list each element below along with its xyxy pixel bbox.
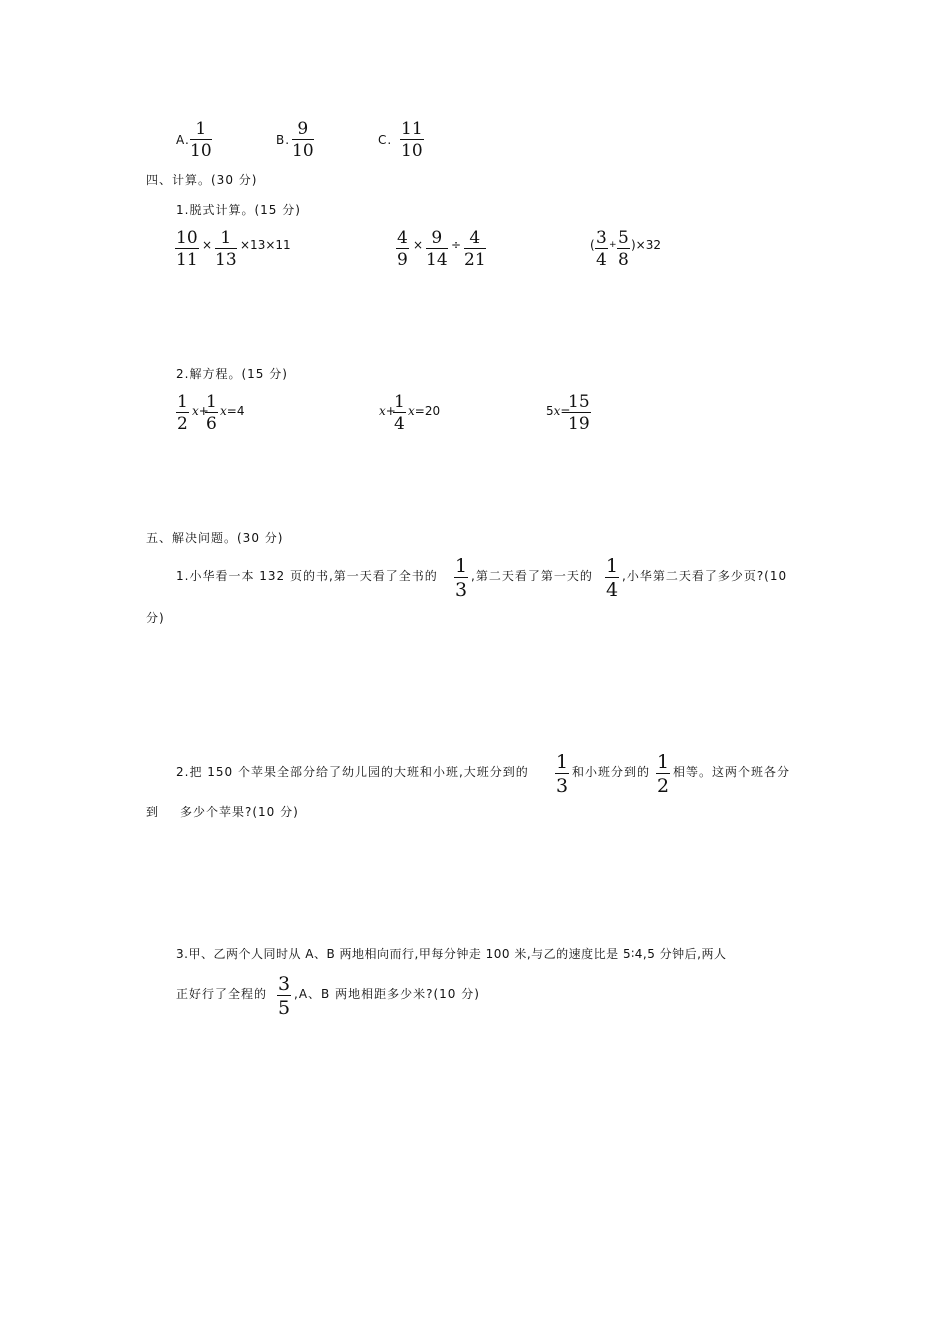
q1-fraction-2: $\frac{1}{4}$ [606,555,619,601]
q2-text-c: 相等。这两个班各分 [673,765,791,779]
q3-text-c: ,A、B 两地相距多少米?(10 分) [294,987,480,1001]
eq2-expression: x+ [379,404,396,418]
part-1-title: 1.脱式计算。(15 分) [176,203,301,217]
expr3-tail: )×32 [631,238,662,252]
choice-b-fraction: $\frac{9}{10}$ [292,119,314,161]
expr2-fraction-2: $\frac{9}{14}$ [426,228,448,270]
part-2-title: 2.解方程。(15 分) [176,367,288,381]
expr1-tail: ×13×11 [240,238,291,252]
eq1-rhs: x=4 [220,404,245,418]
expr1-fraction-1: $\frac{10}{11}$ [176,228,198,270]
expr3-fraction-2: $\frac{5}{8}$ [618,228,629,270]
choice-c-label: C. [378,133,393,147]
expr3-fraction-1: $\frac{3}{4}$ [596,228,607,270]
eq2-rhs: x=20 [408,404,441,418]
q2-fraction-1: $\frac{1}{3}$ [556,751,569,797]
eq1-expression: x+ [192,404,209,418]
q1-fraction-1: $\frac{1}{3}$ [455,555,468,601]
choice-a-fraction: $\frac{1}{10}$ [190,119,212,161]
q3-text-a: 3.甲、乙两个人同时从 A、B 两地相向而行,甲每分钟走 100 米,与乙的速度比是 5∶4,5 分钟后,两人 [176,947,727,961]
q2-text-b: 和小班分到的 [572,765,651,779]
expr1-op-1: × [202,238,213,252]
q2-text-d1: 到 [146,805,160,819]
expr1-fraction-2: $\frac{1}{13}$ [215,228,237,270]
q1-text-a: 1.小华看一本 132 页的书,第一天看了全书的 [176,569,438,583]
choice-b-label: B. [276,133,291,147]
choice-a-label: A. [176,133,190,147]
choice-c-fraction: $\frac{11}{10}$ [401,119,423,161]
eq3-lhs: 5x= [546,404,571,418]
q2-fraction-2: $\frac{1}{2}$ [657,751,670,797]
q1-text-c: ,小华第二天看了多少页?(10 [622,569,788,583]
q3-text-b: 正好行了全程的 [176,987,268,1001]
q1-text-b: ,第二天看了第一天的 [471,569,593,583]
expr2-op-2: ÷ [451,238,462,252]
eq2-fraction: $\frac{1}{4}$ [394,392,405,434]
q2-text-d2: 多少个苹果?(10 分) [180,805,299,819]
q3-fraction: $\frac{3}{5}$ [278,973,291,1019]
expr2-fraction-1: $\frac{4}{9}$ [397,228,408,270]
eq1-fraction-2: $\frac{1}{6}$ [206,392,217,434]
eq3-fraction: $\frac{15}{19}$ [568,392,590,434]
section-4-title: 四、计算。(30 分) [146,173,258,187]
expr2-fraction-3: $\frac{4}{21}$ [464,228,486,270]
q1-text-d: 分) [146,611,165,625]
expr2-op-1: × [413,238,424,252]
expr3-op-1: + [609,240,617,250]
q2-text-a: 2.把 150 个苹果全部分给了幼儿园的大班和小班,大班分到的 [176,765,529,779]
eq1-fraction-1: $\frac{1}{2}$ [177,392,188,434]
section-5-title: 五、解决问题。(30 分) [146,531,284,545]
expr3-open-paren: ( [590,238,595,252]
